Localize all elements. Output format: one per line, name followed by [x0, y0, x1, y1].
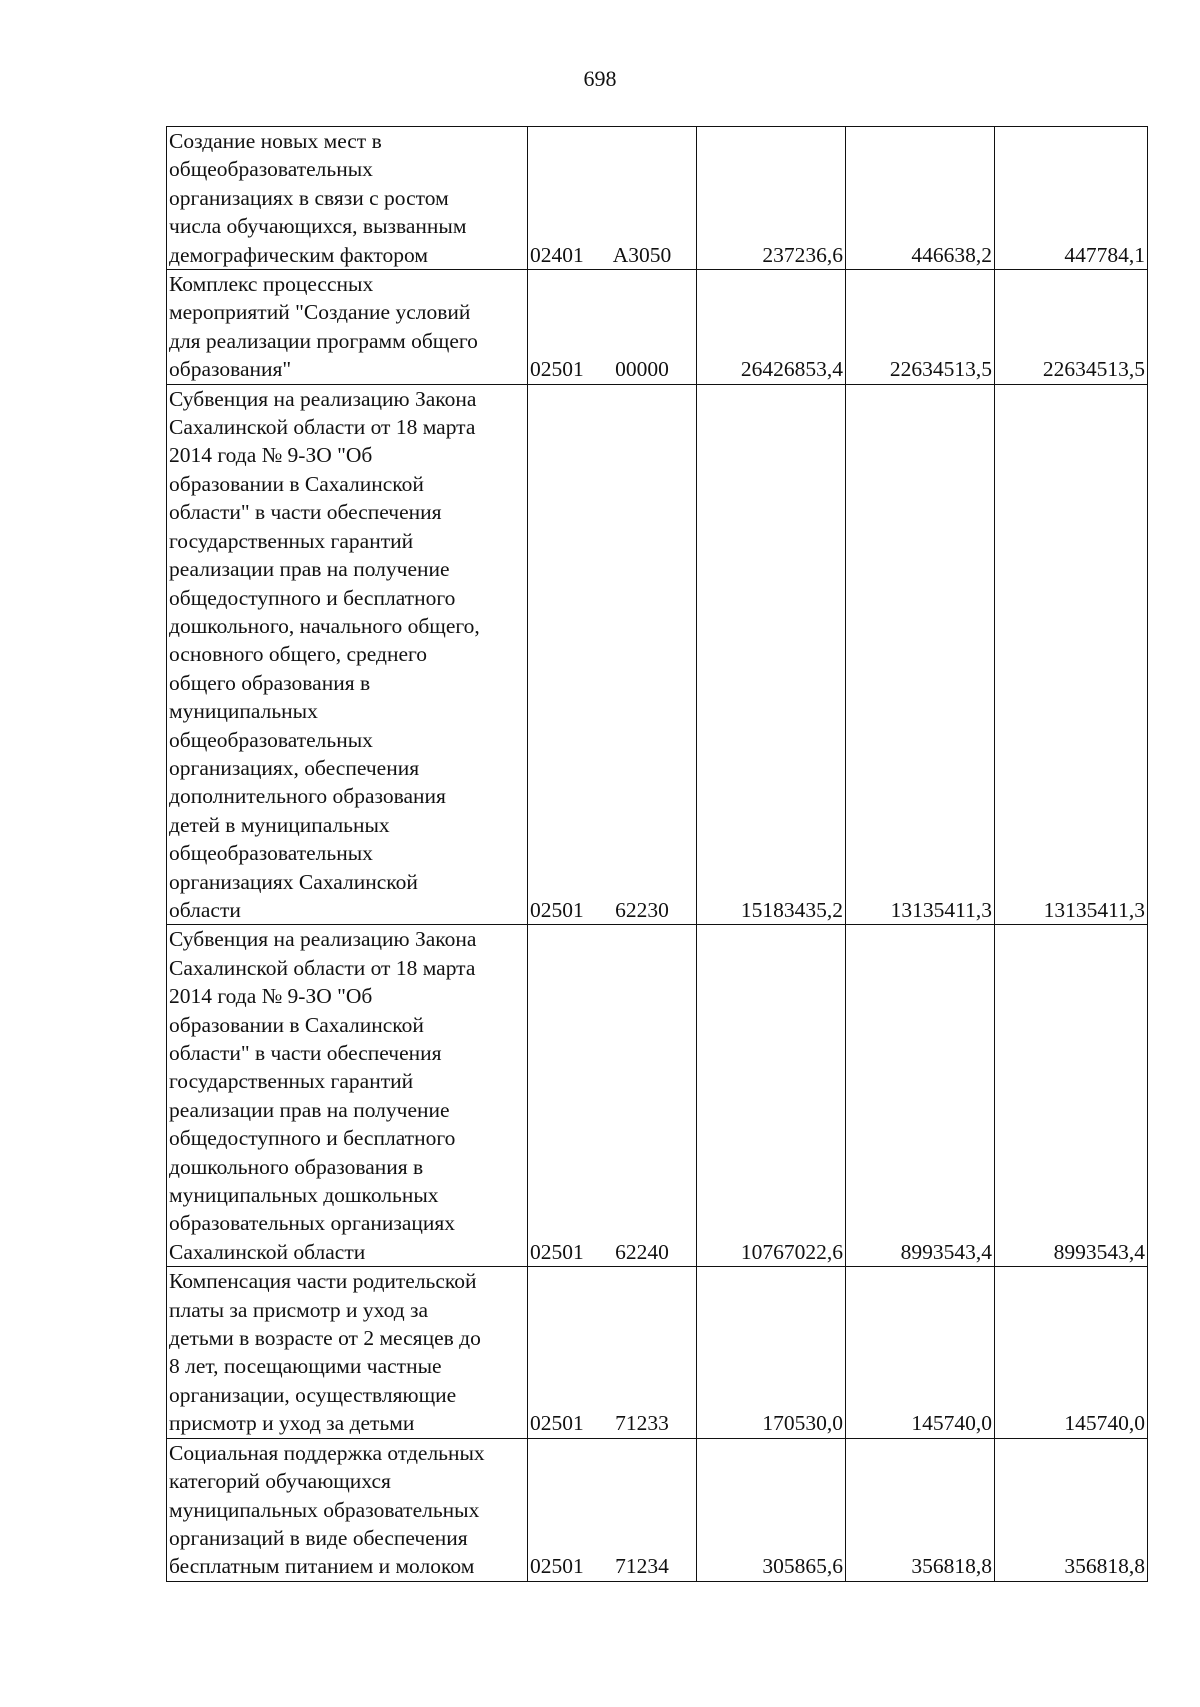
- table-row: [167, 1438, 1148, 1581]
- item-name-cell: Субвенция на реализацию Закона Сахалинской области от 18 марта 2014 года № 9-ЗО "Об образовании в Сахалинской области" в части обеспечения государственных гарантий реализации прав на получение общедоступного и бесплатного дошкольного, начального общего, основного общего, среднего общего образования в муниципальных общеобразовательных организациях, обеспечения дополнительного образования детей в муниципальных общеобразовательных организациях Сахалинской области: [167, 384, 528, 925]
- item-name-cell: Социальная поддержка отдельных категорий обучающихся муниципальных образовательных организаций в виде обеспечения бесплатным питанием и молоком: [167, 1438, 528, 1581]
- amount-year3-cell: 8993543,4: [995, 925, 1148, 1267]
- table-row: [167, 270, 1148, 385]
- program-code-cell: 02501: [528, 384, 589, 925]
- table-row: [167, 925, 1148, 1267]
- table-row: [167, 384, 1148, 925]
- direction-code-cell: 62230: [588, 384, 697, 925]
- item-name-cell: Субвенция на реализацию Закона Сахалинской области от 18 марта 2014 года № 9-ЗО "Об образовании в Сахалинской области" в части обеспечения государственных гарантий реализации прав на получение общедоступного и бесплатного дошкольного образования в муниципальных дошкольных образовательных организациях Сахалинской области: [167, 925, 528, 1267]
- amount-year2-cell: 8993543,4: [846, 925, 995, 1267]
- program-code-cell: 02501: [528, 925, 589, 1267]
- amount-year3-cell: 447784,1: [995, 127, 1148, 270]
- amount-year1-cell: 15183435,2: [697, 384, 846, 925]
- amount-year1-cell: 305865,6: [697, 1438, 846, 1581]
- program-code-cell: 02501: [528, 1438, 589, 1581]
- amount-year1-cell: 237236,6: [697, 127, 846, 270]
- amount-year3-cell: 13135411,3: [995, 384, 1148, 925]
- amount-year2-cell: 356818,8: [846, 1438, 995, 1581]
- amount-year3-cell: 22634513,5: [995, 270, 1148, 385]
- program-code-cell: 02501: [528, 1267, 589, 1438]
- direction-code-cell: 71234: [588, 1438, 697, 1581]
- amount-year1-cell: 170530,0: [697, 1267, 846, 1438]
- amount-year2-cell: 22634513,5: [846, 270, 995, 385]
- amount-year2-cell: 145740,0: [846, 1267, 995, 1438]
- table-row: [167, 1267, 1148, 1438]
- amount-year3-cell: 356818,8: [995, 1438, 1148, 1581]
- amount-year2-cell: 13135411,3: [846, 384, 995, 925]
- amount-year1-cell: 26426853,4: [697, 270, 846, 385]
- amount-year3-cell: 145740,0: [995, 1267, 1148, 1438]
- table-body: [167, 127, 1148, 1582]
- amount-year1-cell: 10767022,6: [697, 925, 846, 1267]
- direction-code-cell: А3050: [588, 127, 697, 270]
- program-code-cell: 02501: [528, 270, 589, 385]
- direction-code-cell: 00000: [588, 270, 697, 385]
- direction-code-cell: 62240: [588, 925, 697, 1267]
- table-row: [167, 127, 1148, 270]
- item-name-cell: Компенсация части родительской платы за присмотр и уход за детьми в возрасте от 2 месяцев до 8 лет, посещающими частные организации, осуществляющие присмотр и уход за детьми: [167, 1267, 528, 1438]
- item-name-cell: Создание новых мест в общеобразовательных организациях в связи с ростом числа обучающихся, вызванным демографическим фактором: [167, 127, 528, 270]
- direction-code-cell: 71233: [588, 1267, 697, 1438]
- budget-table: [166, 126, 1148, 1582]
- amount-year2-cell: 446638,2: [846, 127, 995, 270]
- item-name-cell: Комплекс процессных мероприятий "Создание условий для реализации программ общего образования": [167, 270, 528, 385]
- program-code-cell: 02401: [528, 127, 589, 270]
- page-number: 698: [583, 66, 617, 91]
